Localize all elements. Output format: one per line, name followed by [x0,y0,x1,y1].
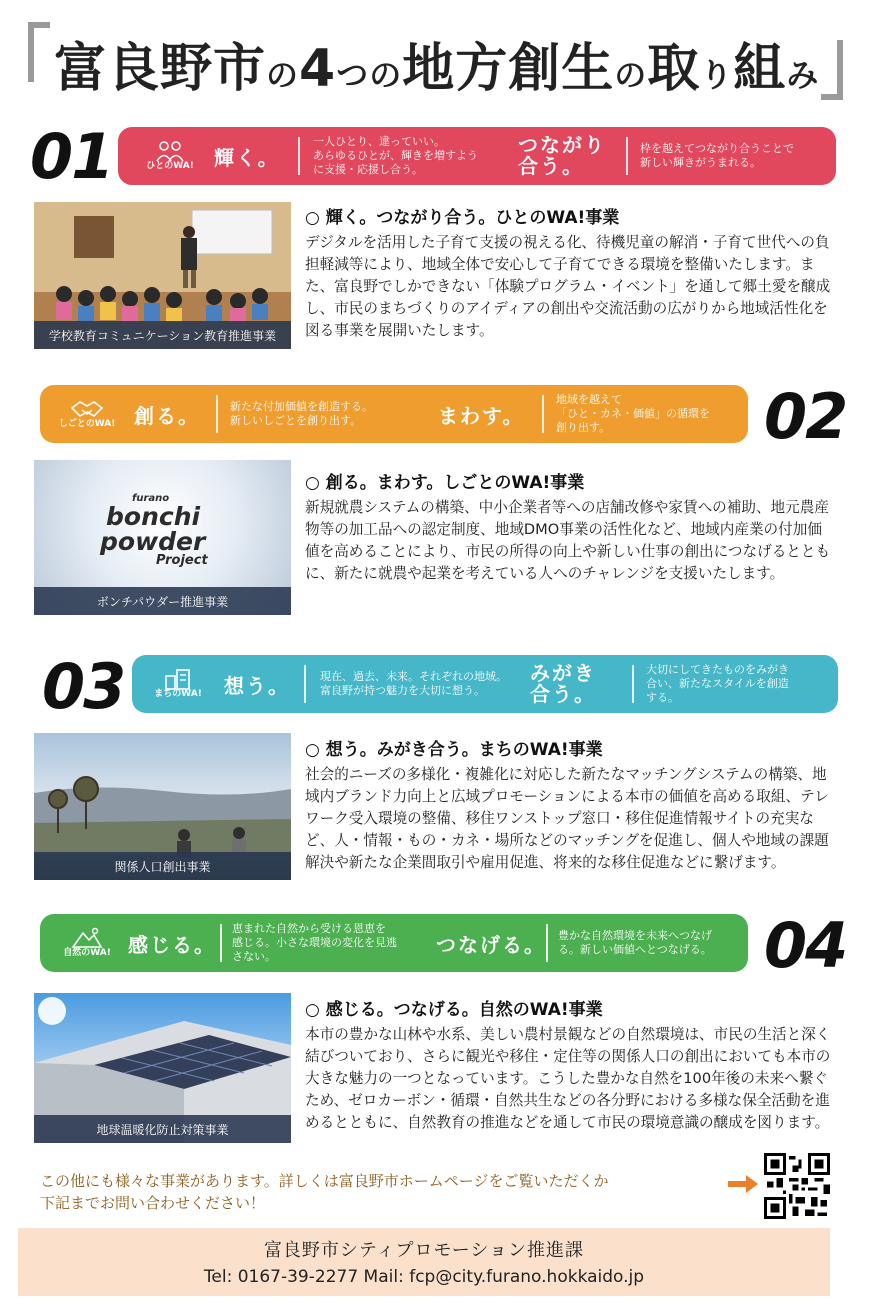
town-icon [163,668,193,690]
footer-note: この他にも様々な事業があります。詳しくは富良野市ホームページをご覧いただくか 下記までお問い合わせください！ [40,1172,609,1212]
keyword-1: 創る。 [134,403,200,428]
section-number-01: 01 [30,120,113,193]
desc-1: 一人ひとり、違っていい。 あらゆるひとが、輝きを増すよう に支援・応援し合う。 [313,134,478,177]
section-heading: ○ 輝く。つながり合う。ひとのWA!事業 [305,208,620,228]
desc-2: 地域を越えて 「ひと・カネ・価値」の循環を 創り出す。 [556,392,710,435]
divider [220,924,222,962]
banner-logo: 自然のWA! [56,914,118,972]
section-heading: ○ 感じる。つなげる。自然のWA!事業 [305,1000,603,1020]
photo-caption: 学校教育コミュニケーション教育推進事業 [34,321,291,349]
keyword-2: つなげる。 [436,932,546,957]
photo-caption: 関係人口創出事業 [34,852,291,880]
contact-org: 富良野市シティプロモーション推進課 [263,1240,585,1261]
keyword-1: 輝く。 [214,145,280,170]
photo-landscape [34,733,291,880]
section-body: 社会的ニーズの多様化・複雑化に対応した新たなマッチングシステムの構築、地域内ブランド力向上と広域プロモーションによる本市の価値を高める取組、テレワーク受入環境の整備、移住ワンストップ窓口・移住促進情報サイトの充実など、人・情報・もの・カネ・場所などのマッチングを促進し、個人や地域の課題解決や新たな企業間取引や雇用促進、将来的な移住促進などに繋げます。 [305,766,829,871]
banner-logo: ひとのWA! [140,127,200,185]
contact-info[interactable]: Tel: 0167-39-2277 Mail: fcp@city.furano.hokkaido.jp [203,1267,645,1287]
title-text: 富良野市の4つの地方創生の取り組み [54,39,820,99]
desc-2: 豊かな自然環境を未来へつなげ る。新しい価値へとつなげる。 [558,928,712,956]
section-banner-03 [132,655,838,713]
keyword-1: 感じる。 [128,932,216,957]
keyword-2: まわす。 [438,403,525,428]
banner-logo: しごとのWA! [56,385,118,443]
divider [304,665,306,703]
photo-caption: ボンチパウダー推進事業 [34,587,291,615]
section-body: 新規就農システムの構築、中小企業者等への店舗改修や家賃への補助、地元農産物等の加工品への認定制度、地域DMO事業の活性化など、地域内産業の付加価値を高めることにより、市民の所得の向上や新しい仕事の創出につなげるとともに、新たに就農や起業を考えている人へのチャレンジを支援いたします。 [305,499,831,582]
keyword-2: つながり 合う。 [518,133,606,178]
mountain-icon [71,927,103,949]
title-bracket-left [28,22,50,82]
contact-box [18,1228,830,1296]
photo-classroom [34,202,291,349]
divider [216,395,218,433]
section-heading: ○ 想う。みがき合う。まちのWA!事業 [305,740,603,760]
divider [298,137,300,175]
photo-bonchi-powder [34,460,291,615]
desc-2: 枠を越えてつながり合うことで 新しい輝きがうまれる。 [640,141,794,169]
handshake-icon [70,398,104,420]
section-banner-01 [118,127,836,185]
divider [542,395,544,433]
banner-logo: まちのWA! [148,655,208,713]
section-number-02: 02 [764,380,847,453]
page-title [28,18,843,108]
right-arrow-icon [728,1175,758,1193]
divider [546,924,548,962]
photo-solar-panels [34,993,291,1143]
divider [626,137,628,175]
section-banner-04 [40,914,748,972]
qr-code[interactable] [764,1153,830,1219]
desc-1: 現在、過去、未来。それぞれの地域。 富良野が持つ魅力を大切に想う。 [320,669,507,697]
section-banner-02 [40,385,748,443]
desc-1: 恵まれた自然から受ける恩恵を 感じる。小さな環境の変化を見逃 さない。 [232,921,397,964]
section-number-03: 03 [42,650,125,723]
keyword-2: みがき 合う。 [530,661,596,706]
section-number-04: 04 [764,909,847,982]
section-body: 本市の豊かな山林や水系、美しい農村景観などの自然環境は、市民の生活と深く結びついており、さらに観光や移住・定住等の関係人口の創出においても本市の大きな魅力の一つとなっています。こうした豊かな自然を100年後の未来へ繋ぐため、ゼロカーボン・循環・自然共生などの各分野における多様な保全活動を進めるとともに、自然教育の推進などを通して市民の環境意識の醸成を図ります。 [305,1026,831,1131]
title-bracket-right [821,40,843,100]
section-body: デジタルを活用した子育て支援の視える化、待機児童の解消・子育て世代への負担軽減等により、地域全体で安心して子育てできる環境を整備いたします。また、富良野でしかできない「体験プログラム・イベント」を通して郷土愛を醸成し、市民のまちづくりのアイディアの創出や交流活動の広がりから地域活性化を図る事業を展開いたします。 [305,234,831,339]
people-icon [155,140,185,162]
photo-caption: 地球温暖化防止対策事業 [34,1115,291,1143]
bonchi-powder-logo: furano bonchi powder Project [100,493,208,568]
keyword-1: 想う。 [224,673,290,698]
desc-2: 大切にしてきたものをみがき 合い、新たなスタイルを創造 する。 [646,662,789,705]
desc-1: 新たな付加価値を創造する。 新しいしごとを創り出す。 [230,399,373,427]
divider [632,665,634,703]
section-heading: ○ 創る。まわす。しごとのWA!事業 [305,473,585,493]
